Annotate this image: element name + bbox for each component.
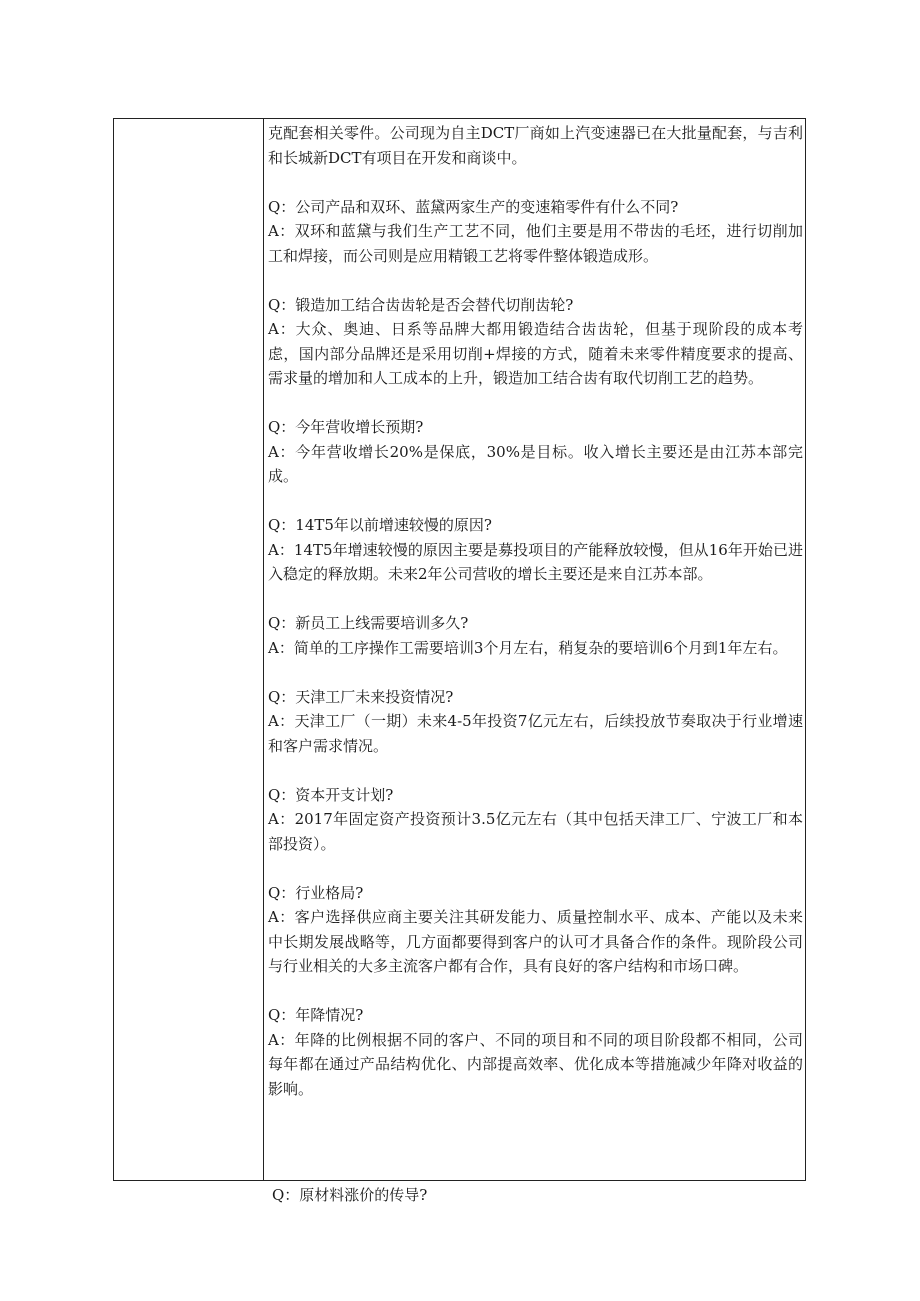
answer: A：14T5年增速较慢的原因主要是募投项目的产能释放较慢，但从16年开始已进入稳定的释放期。未来2年公司营收的增长主要还是来自江苏本部。: [268, 540, 803, 583]
question: Q：资本开支计划?: [268, 785, 394, 804]
table-left-cell: [114, 119, 264, 1180]
answer: A：大众、奥迪、日系等品牌大都用锻造结合齿齿轮，但基于现阶段的成本考虑，国内部分品牌还是采用切削+焊接的方式，随着未来零件精度要求的提高、需求量的增加和人工成本的上升，锻造加工结合齿有取代切削工艺的趋势。: [268, 320, 803, 387]
table-right-cell: [264, 119, 805, 1180]
qa-item: [268, 685, 803, 759]
qa-item: [268, 881, 803, 979]
answer: A：双环和蓝黛与我们生产工艺不同，他们主要是用不带齿的毛坯，进行切削加工和焊接，而公司则是应用精锻工艺将零件整体锻造成形。: [268, 222, 803, 265]
answer: A：简单的工序操作工需要培训3个月左右，稍复杂的要培训6个月到1年左右。: [268, 638, 788, 657]
question: Q：天津工厂未来投资情况?: [268, 687, 454, 706]
footer-question: Q：原材料涨价的传导?: [272, 1186, 428, 1204]
answer: A：天津工厂（一期）未来4-5年投资7亿元左右，后续投放节奏取决于行业增速和客户需求情况。: [268, 712, 803, 755]
question: Q：今年营收增长预期?: [268, 418, 424, 436]
qa-item: [268, 195, 803, 269]
qa-item: [268, 415, 803, 489]
question: Q：公司产品和双环、蓝黛两家生产的变速箱零件有什么不同?: [268, 197, 679, 216]
qa-item: [268, 293, 803, 391]
intro-paragraph: 克配套相关零件。公司现为自主DCT厂商如上汽变速器已在大批量配套，与吉利和长城新DCT有项目在开发和商谈中。: [268, 124, 803, 167]
question: Q：年降情况?: [268, 1006, 364, 1024]
qa-item: [268, 513, 803, 587]
document-table: [113, 118, 806, 1181]
qa-item: [268, 1003, 803, 1101]
question: Q：14T5年以前增速较慢的原因?: [268, 516, 492, 534]
question: Q：新员工上线需要培训多久?: [268, 614, 469, 632]
question: Q：行业格局?: [268, 883, 364, 902]
question: Q：锻造加工结合齿齿轮是否会替代切削齿轮?: [268, 295, 574, 314]
answer: A：2017年固定资产投资预计3.5亿元左右（其中包括天津工厂、宁波工厂和本部投资）。: [268, 810, 803, 853]
answer: A：今年营收增长20%是保底，30%是目标。收入增长主要还是由江苏本部完成。: [268, 442, 803, 485]
answer: A：客户选择供应商主要关注其研发能力、质量控制水平、成本、产能以及未来中长期发展战略等，几方面都要得到客户的认可才具备合作的条件。现阶段公司与行业相关的大多主流客户都有合作，具有良好的客户结构和市场口碑。: [268, 908, 803, 975]
qa-item: [268, 783, 803, 857]
answer: A：年降的比例根据不同的客户、不同的项目和不同的项目阶段都不相同，公司每年都在通过产品结构优化、内部提高效率、优化成本等措施减少年降对收益的影响。: [268, 1030, 803, 1098]
qa-item: [268, 611, 803, 660]
